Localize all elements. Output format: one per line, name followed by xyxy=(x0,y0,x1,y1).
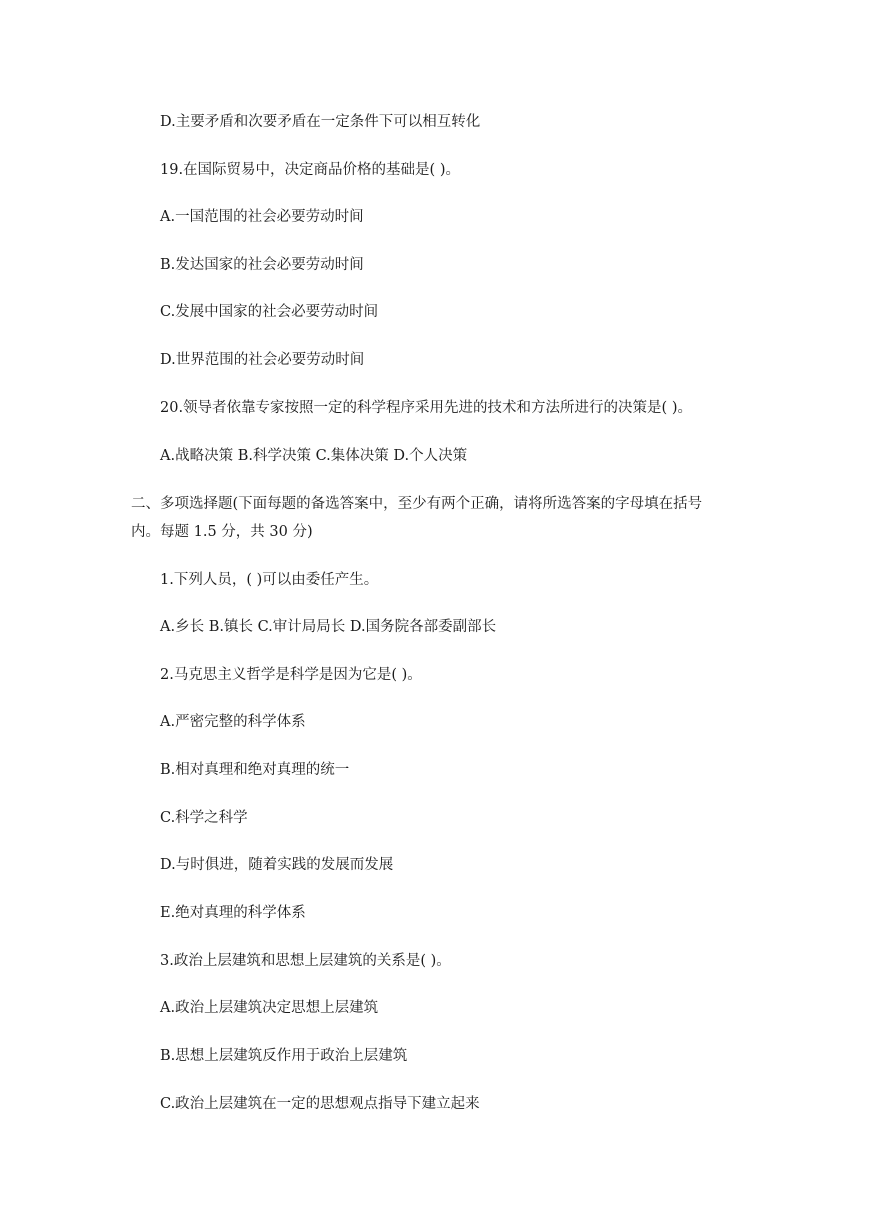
option-m3-c: C.政治上层建筑在一定的思想观点指导下建立起来 xyxy=(160,1096,480,1112)
option-19-d: D.世界范围的社会必要劳动时间 xyxy=(160,352,365,368)
option-19-c: C.发展中国家的社会必要劳动时间 xyxy=(160,304,379,320)
option-m2-a: A.严密完整的科学体系 xyxy=(160,714,306,730)
question-m3: 3.政治上层建筑和思想上层建筑的关系是( )。 xyxy=(160,953,451,969)
question-19: 19.在国际贸易中，决定商品价格的基础是( )。 xyxy=(160,162,460,178)
option-m2-c: C.科学之科学 xyxy=(160,810,248,826)
option-m2-d: D.与时俱进，随着实践的发展而发展 xyxy=(160,857,394,873)
option-m2-e: E.绝对真理的科学体系 xyxy=(160,905,306,921)
question-20: 20.领导者依靠专家按照一定的科学程序采用先进的技术和方法所进行的决策是( )。 xyxy=(160,400,692,416)
option-18-d: D.主要矛盾和次要矛盾在一定条件下可以相互转化 xyxy=(160,114,481,130)
option-m3-b: B.思想上层建筑反作用于政治上层建筑 xyxy=(160,1048,408,1064)
option-m2-b: B.相对真理和绝对真理的统一 xyxy=(160,762,350,778)
options-20: A.战略决策 B.科学决策 C.集体决策 D.个人决策 xyxy=(160,448,468,464)
section-heading-line-2: 内。每题 1.5 分，共 30 分) xyxy=(131,524,313,540)
section-heading-line-1: 二、多项选择题(下面每题的备选答案中，至少有两个正确，请将所选答案的字母填在括号 xyxy=(131,496,703,512)
question-m2: 2.马克思主义哲学是科学是因为它是( )。 xyxy=(160,667,422,683)
question-m1: 1.下列人员，( )可以由委任产生。 xyxy=(160,572,379,588)
option-19-b: B.发达国家的社会必要劳动时间 xyxy=(160,257,364,273)
options-m1: A.乡长 B.镇长 C.审计局局长 D.国务院各部委副部长 xyxy=(160,619,497,635)
option-m3-a: A.政治上层建筑决定思想上层建筑 xyxy=(160,1000,379,1016)
option-19-a: A.一国范围的社会必要劳动时间 xyxy=(160,209,364,225)
